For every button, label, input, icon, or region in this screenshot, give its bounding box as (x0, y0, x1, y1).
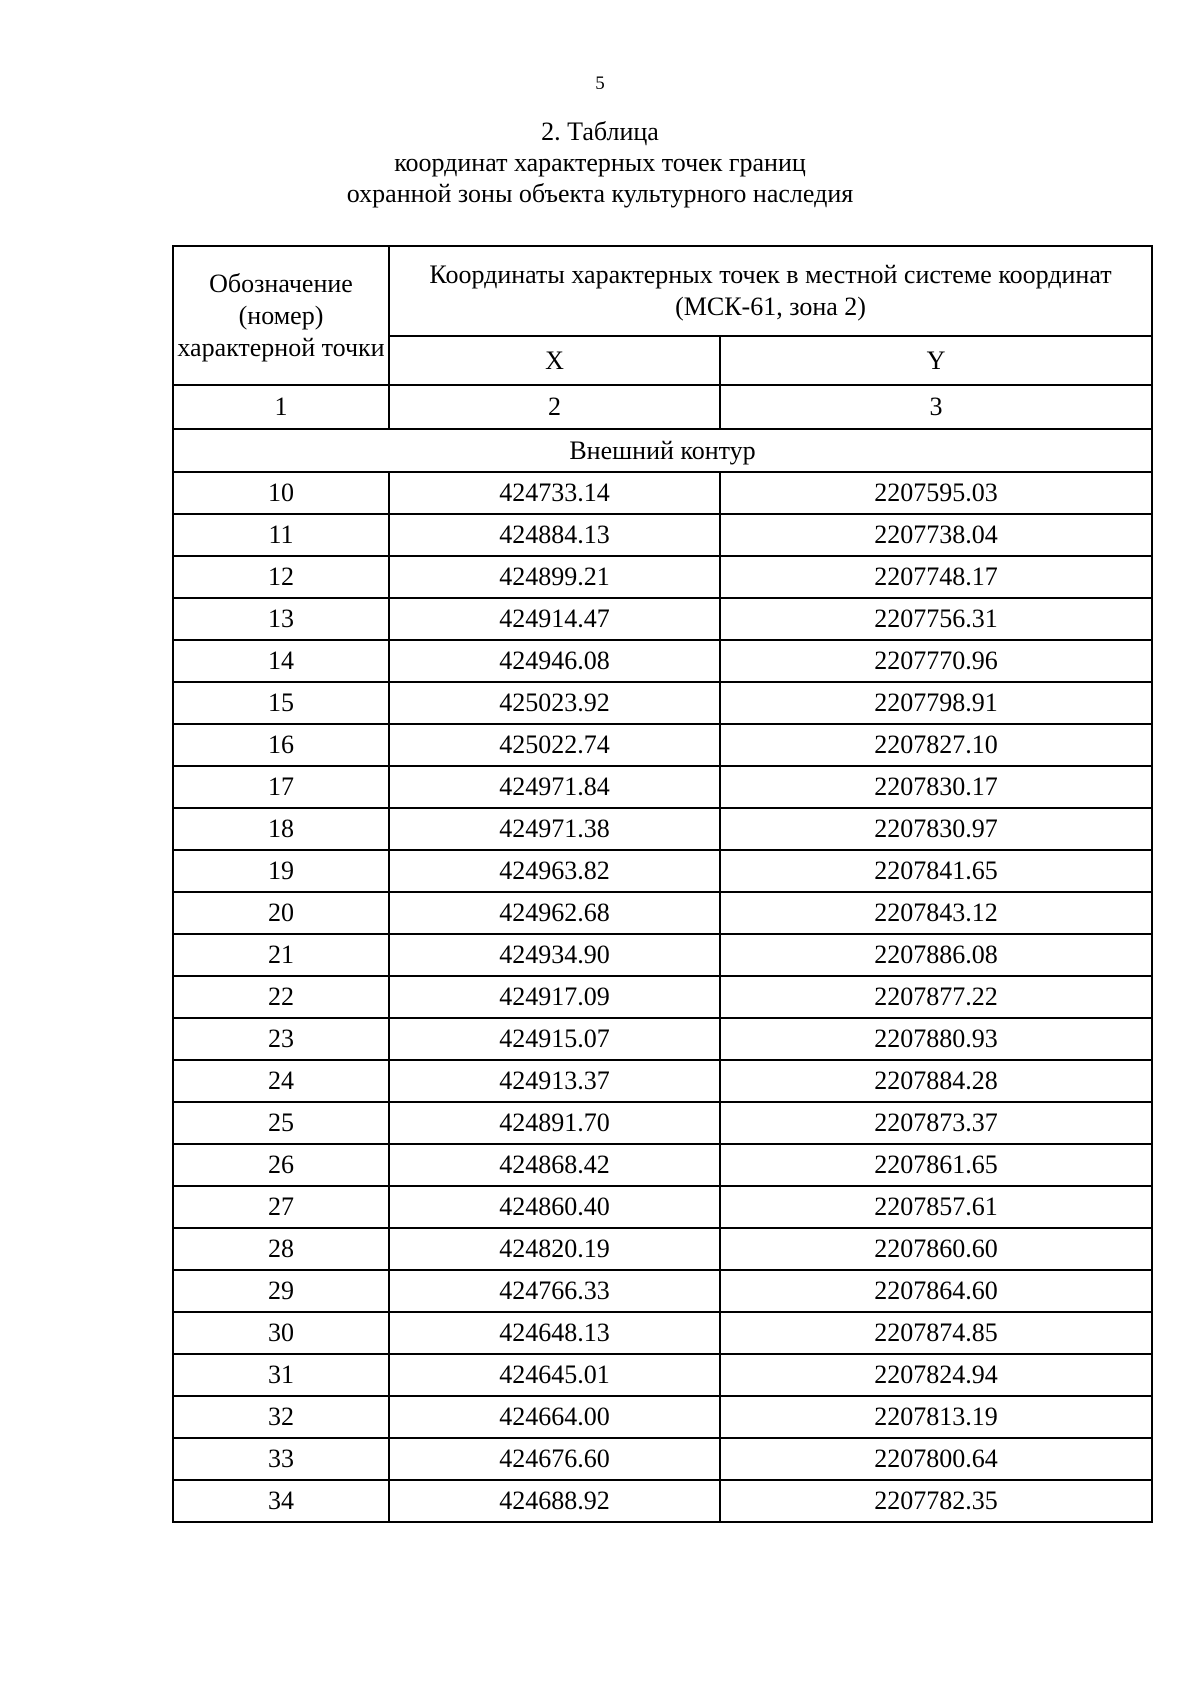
y-coordinate-cell: 2207800.64 (720, 1438, 1152, 1480)
x-coordinate-cell: 425022.74 (389, 724, 720, 766)
table-row (173, 598, 1152, 640)
table-row (173, 1396, 1152, 1438)
y-coordinate-cell: 2207886.08 (720, 934, 1152, 976)
x-coordinate-cell: 424648.13 (389, 1312, 720, 1354)
point-number-cell: 27 (173, 1186, 389, 1228)
table-row (173, 514, 1152, 556)
x-coordinate-cell: 424971.84 (389, 766, 720, 808)
point-number-cell: 16 (173, 724, 389, 766)
y-coordinate-cell: 2207857.61 (720, 1186, 1152, 1228)
point-number-cell: 11 (173, 514, 389, 556)
x-coordinate-cell: 424664.00 (389, 1396, 720, 1438)
y-coordinate-cell: 2207824.94 (720, 1354, 1152, 1396)
point-number-cell: 28 (173, 1228, 389, 1270)
point-number-cell: 21 (173, 934, 389, 976)
y-coordinate-cell: 2207830.97 (720, 808, 1152, 850)
point-number-cell: 12 (173, 556, 389, 598)
table-row (173, 1354, 1152, 1396)
point-number-cell: 32 (173, 1396, 389, 1438)
table-row (173, 1312, 1152, 1354)
table-row (173, 976, 1152, 1018)
x-coordinate-cell: 424891.70 (389, 1102, 720, 1144)
table-row (173, 1186, 1152, 1228)
x-coordinate-cell: 424962.68 (389, 892, 720, 934)
x-coordinate-cell: 424868.42 (389, 1144, 720, 1186)
point-number-cell: 19 (173, 850, 389, 892)
y-coordinate-cell: 2207860.60 (720, 1228, 1152, 1270)
x-coordinate-cell: 424917.09 (389, 976, 720, 1018)
x-coordinate-cell: 424946.08 (389, 640, 720, 682)
y-coordinate-cell: 2207813.19 (720, 1396, 1152, 1438)
x-coordinate-cell: 424733.14 (389, 472, 720, 514)
y-coordinate-cell: 2207756.31 (720, 598, 1152, 640)
y-coordinate-cell: 2207738.04 (720, 514, 1152, 556)
x-coordinate-cell: 424884.13 (389, 514, 720, 556)
y-coordinate-cell: 2207877.22 (720, 976, 1152, 1018)
y-coordinate-cell: 2207864.60 (720, 1270, 1152, 1312)
x-coordinate-cell: 424688.92 (389, 1480, 720, 1522)
x-coordinate-cell: 424915.07 (389, 1018, 720, 1060)
header-y: Y (720, 336, 1152, 385)
point-number-cell: 20 (173, 892, 389, 934)
title-line-3: охранной зоны объекта культурного наследия (346, 179, 854, 208)
x-coordinate-cell: 424860.40 (389, 1186, 720, 1228)
title-line-1: 2. Таблица (541, 117, 659, 146)
point-number-cell: 34 (173, 1480, 389, 1522)
point-number-cell: 33 (173, 1438, 389, 1480)
point-number-cell: 30 (173, 1312, 389, 1354)
point-number-cell: 25 (173, 1102, 389, 1144)
point-number-cell: 15 (173, 682, 389, 724)
point-number-cell: 18 (173, 808, 389, 850)
table-row (173, 640, 1152, 682)
table-row (173, 1102, 1152, 1144)
x-coordinate-cell: 424766.33 (389, 1270, 720, 1312)
column-number: 2 (389, 385, 720, 429)
column-number: 1 (173, 385, 389, 429)
x-coordinate-cell: 424963.82 (389, 850, 720, 892)
table-row (173, 766, 1152, 808)
table-row (173, 1270, 1152, 1312)
point-number-cell: 26 (173, 1144, 389, 1186)
y-coordinate-cell: 2207827.10 (720, 724, 1152, 766)
table-row (173, 1018, 1152, 1060)
y-coordinate-cell: 2207880.93 (720, 1018, 1152, 1060)
y-coordinate-cell: 2207841.65 (720, 850, 1152, 892)
point-number-cell: 10 (173, 472, 389, 514)
point-number-cell: 24 (173, 1060, 389, 1102)
page-number: 5 (595, 73, 605, 94)
table-row (173, 808, 1152, 850)
point-number-cell: 23 (173, 1018, 389, 1060)
y-coordinate-cell: 2207884.28 (720, 1060, 1152, 1102)
y-coordinate-cell: 2207861.65 (720, 1144, 1152, 1186)
y-coordinate-cell: 2207782.35 (720, 1480, 1152, 1522)
y-coordinate-cell: 2207843.12 (720, 892, 1152, 934)
column-number: 3 (720, 385, 1152, 429)
table-row (173, 1060, 1152, 1102)
x-coordinate-cell: 424899.21 (389, 556, 720, 598)
table-row (173, 850, 1152, 892)
header-point-designation: Обозначение (номер) характерной точки (173, 246, 389, 385)
table-title (0, 116, 1200, 209)
y-coordinate-cell: 2207798.91 (720, 682, 1152, 724)
header-coordinates: Координаты характерных точек в местной системе координат (МСК-61, зона 2) (389, 246, 1152, 336)
table-row (173, 556, 1152, 598)
title-line-2: координат характерных точек границ (394, 148, 806, 177)
x-coordinate-cell: 424934.90 (389, 934, 720, 976)
x-coordinate-cell: 425023.92 (389, 682, 720, 724)
point-number-cell: 22 (173, 976, 389, 1018)
section-heading: Внешний контур (173, 429, 1152, 472)
y-coordinate-cell: 2207830.17 (720, 766, 1152, 808)
y-coordinate-cell: 2207595.03 (720, 472, 1152, 514)
x-coordinate-cell: 424676.60 (389, 1438, 720, 1480)
point-number-cell: 31 (173, 1354, 389, 1396)
x-coordinate-cell: 424971.38 (389, 808, 720, 850)
table-row (173, 472, 1152, 514)
table-row (173, 934, 1152, 976)
x-coordinate-cell: 424914.47 (389, 598, 720, 640)
x-coordinate-cell: 424645.01 (389, 1354, 720, 1396)
x-coordinate-cell: 424913.37 (389, 1060, 720, 1102)
table-row (173, 892, 1152, 934)
table-row (173, 1144, 1152, 1186)
table-row (173, 1228, 1152, 1270)
table-row (173, 1438, 1152, 1480)
y-coordinate-cell: 2207874.85 (720, 1312, 1152, 1354)
x-coordinate-cell: 424820.19 (389, 1228, 720, 1270)
y-coordinate-cell: 2207770.96 (720, 640, 1152, 682)
y-coordinate-cell: 2207748.17 (720, 556, 1152, 598)
table-row (173, 1480, 1152, 1522)
point-number-cell: 17 (173, 766, 389, 808)
point-number-cell: 29 (173, 1270, 389, 1312)
header-x: X (389, 336, 720, 385)
table-row (173, 724, 1152, 766)
table-row (173, 682, 1152, 724)
point-number-cell: 13 (173, 598, 389, 640)
point-number-cell: 14 (173, 640, 389, 682)
coordinates-table (172, 245, 1153, 1523)
y-coordinate-cell: 2207873.37 (720, 1102, 1152, 1144)
